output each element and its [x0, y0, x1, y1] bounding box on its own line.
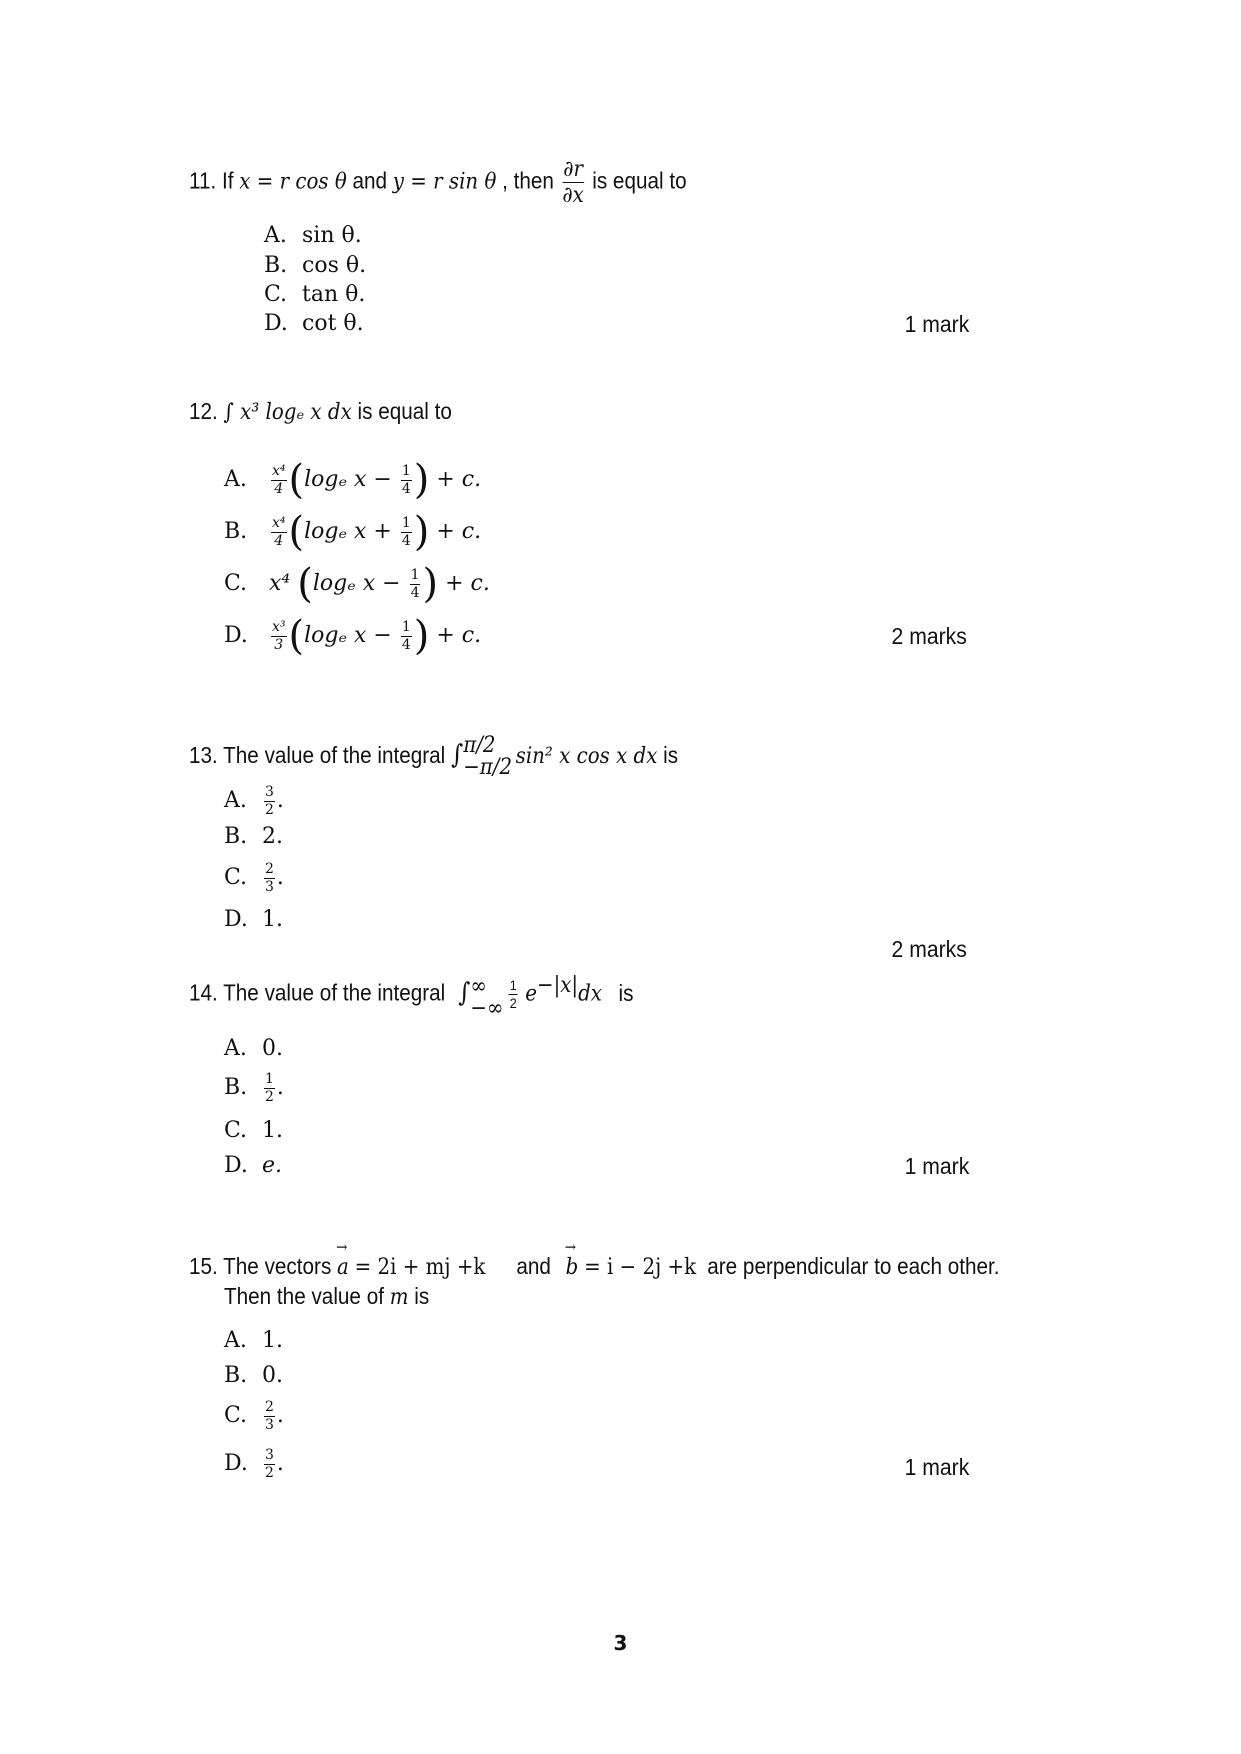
numerator: x⁴	[272, 462, 286, 479]
marks-13: 2 marks	[891, 936, 967, 962]
left-paren: (	[297, 561, 313, 607]
option-letter: D.	[264, 311, 288, 336]
question-11	[189, 158, 687, 207]
option-13d	[224, 909, 283, 931]
denominator: 4	[401, 532, 411, 549]
option-letter: C.	[224, 571, 248, 596]
coefficient-fraction	[509, 978, 518, 1010]
denominator: 4	[274, 480, 284, 497]
option-letter: A.	[224, 788, 247, 814]
numerator: 1	[401, 462, 411, 479]
right-paren: )	[413, 457, 430, 503]
upper-limit: π/2	[463, 733, 496, 758]
option-15b	[224, 1365, 283, 1387]
integral-limits	[463, 735, 512, 779]
option-tail: + c.	[436, 519, 482, 544]
question-tail: is equal to	[592, 167, 687, 194]
option-letter: A.	[224, 1328, 247, 1353]
option-14c	[224, 1120, 283, 1142]
question-13	[189, 735, 678, 779]
option-letter: D.	[224, 907, 248, 932]
page-number: 3	[613, 1631, 628, 1655]
question-15-text: 15. The vectors	[189, 1253, 332, 1279]
denominator: 2	[265, 1464, 274, 1481]
inner-expression: logₑ x −	[312, 571, 401, 596]
option-letter: C.	[264, 282, 288, 307]
option-fraction	[264, 1072, 275, 1104]
vector-b-definition: = i − 2j +k	[584, 1255, 697, 1280]
denominator: 2	[509, 995, 517, 1012]
question-tail: is	[663, 742, 679, 769]
option-11a	[264, 225, 362, 247]
integrand-base: e	[525, 981, 537, 1007]
option-letter: D.	[224, 1153, 248, 1178]
question-tail: is equal to	[357, 398, 452, 424]
question-11-number: 11. If	[189, 167, 234, 194]
vector-a-definition: = 2i + mj +k	[354, 1255, 486, 1280]
numerator: 1	[509, 977, 517, 994]
coefficient-fraction	[271, 464, 287, 496]
numerator: 2	[265, 1399, 274, 1415]
question-12	[189, 400, 452, 424]
inner-expression: logₑ x −	[304, 623, 392, 648]
numerator: x³	[272, 618, 286, 635]
option-13b	[224, 826, 283, 848]
denominator: 4	[401, 480, 411, 497]
option-text: 0.	[262, 1036, 283, 1061]
option-13a	[224, 785, 284, 817]
option-text: .	[276, 1075, 284, 1101]
conjunction: and	[352, 167, 388, 194]
numerator: 1	[410, 566, 420, 583]
denominator: 4	[410, 584, 420, 601]
option-text: 1.	[262, 1328, 283, 1353]
option-tail: + c.	[445, 571, 490, 596]
denominator: 2	[265, 801, 274, 818]
option-13c	[224, 862, 284, 894]
option-letter: C.	[224, 865, 248, 891]
option-letter: A.	[224, 467, 247, 492]
option-text: .	[276, 788, 284, 814]
question-tail: are perpendicular to each other.	[707, 1253, 1000, 1279]
numerator: 1	[401, 514, 411, 531]
left-paren: (	[288, 509, 305, 555]
option-text: 0.	[262, 1363, 283, 1388]
option-text: 2.	[262, 824, 283, 849]
inner-fraction	[401, 464, 412, 496]
question-14-text: 14. The value of the integral	[189, 979, 446, 1006]
option-15c	[224, 1400, 284, 1432]
option-15d	[224, 1448, 284, 1480]
coefficient-fraction	[271, 620, 287, 652]
option-text: e.	[262, 1153, 283, 1178]
numerator: 1	[401, 618, 411, 635]
conjunction: and	[516, 1253, 551, 1279]
denominator: 2	[265, 1088, 274, 1105]
line-text-end: is	[414, 1283, 430, 1309]
option-letter: B.	[224, 1363, 248, 1388]
option-11b	[264, 255, 366, 277]
option-fraction	[264, 785, 275, 817]
option-14d	[224, 1155, 282, 1177]
denominator: 4	[401, 636, 411, 653]
option-letter: B.	[264, 253, 288, 278]
inner-fraction	[401, 620, 412, 652]
option-text: .	[276, 1451, 284, 1477]
option-letter: D.	[224, 1451, 248, 1477]
equation-y: y = r sin θ	[392, 169, 497, 195]
question-15-line-2	[224, 1285, 429, 1309]
inner-expression: logₑ x +	[304, 519, 392, 544]
option-letter: B.	[224, 824, 248, 849]
question-13-text: 13. The value of the integral	[189, 742, 446, 769]
option-text: tan θ.	[302, 282, 366, 307]
denominator: 4	[274, 532, 284, 549]
denominator: 3	[265, 1416, 274, 1433]
option-letter: A.	[224, 1036, 247, 1061]
marks-14: 1 mark	[904, 1153, 969, 1179]
fraction-numerator: ∂r	[563, 157, 583, 182]
option-text: .	[276, 1403, 284, 1429]
equation-x: x = r cos θ	[239, 169, 347, 195]
vector-a: a →	[337, 1257, 349, 1279]
right-paren: )	[413, 613, 430, 659]
option-letter: D.	[224, 623, 248, 648]
option-tail: + c.	[436, 623, 482, 648]
option-text: cos θ.	[302, 253, 367, 278]
integrand: sin² x cos x dx	[515, 744, 658, 770]
vector-b: b →	[566, 1257, 579, 1279]
partial-fraction	[561, 158, 584, 207]
option-fraction	[264, 1400, 275, 1432]
option-11c	[264, 284, 365, 306]
option-15a	[224, 1330, 283, 1352]
option-fraction	[264, 862, 275, 894]
denominator: 3	[274, 636, 284, 653]
question-12-number: 12.	[189, 398, 218, 424]
inner-fraction	[401, 516, 412, 548]
line-text: Then the value of	[224, 1283, 384, 1309]
option-text: 1.	[262, 1118, 283, 1143]
coefficient: x⁴	[269, 571, 291, 596]
left-paren: (	[288, 613, 305, 659]
numerator: 1	[265, 1071, 274, 1087]
lower-limit: −∞	[470, 995, 504, 1021]
numerator: 2	[265, 861, 274, 877]
differential: dx	[578, 981, 602, 1007]
option-text: 1.	[262, 907, 283, 932]
lower-limit: −π/2	[463, 755, 513, 780]
option-text: sin θ.	[302, 223, 362, 248]
then-text: , then	[502, 167, 554, 194]
coefficient-fraction	[271, 516, 287, 548]
option-letter: C.	[224, 1403, 248, 1429]
integral-sign: ∫	[458, 977, 471, 1008]
marks-15: 1 mark	[904, 1454, 969, 1480]
numerator: 3	[265, 1447, 274, 1463]
marks-12: 2 marks	[891, 623, 967, 649]
numerator: 3	[265, 784, 274, 800]
denominator: 3	[265, 878, 274, 895]
question-14	[189, 973, 634, 1021]
inner-fraction	[410, 568, 421, 600]
upper-limit: ∞	[470, 973, 487, 999]
option-14b	[224, 1072, 284, 1104]
left-paren: (	[288, 457, 305, 503]
fraction-denominator: ∂x	[562, 183, 584, 209]
option-letter: C.	[224, 1118, 248, 1143]
option-letter: B.	[224, 1075, 248, 1101]
integrand-exponent: −|x|	[536, 973, 579, 998]
integral-expression: ∫ x³ logₑ x dx	[223, 400, 352, 425]
question-tail: is	[618, 979, 634, 1006]
question-15	[189, 1255, 1000, 1279]
option-12d	[224, 613, 482, 659]
option-12b	[224, 509, 482, 555]
option-14a	[224, 1038, 283, 1060]
variable-m: m	[389, 1285, 409, 1310]
option-tail: + c.	[436, 467, 482, 492]
inner-expression: logₑ x −	[304, 467, 392, 492]
right-paren: )	[413, 509, 430, 555]
option-11d	[264, 313, 364, 335]
option-letter: B.	[224, 519, 248, 544]
right-paren: )	[422, 561, 439, 607]
marks-11: 1 mark	[904, 311, 969, 337]
integral-limits	[470, 973, 504, 1021]
numerator: x⁴	[272, 514, 286, 531]
option-letter: A.	[264, 223, 287, 248]
option-12c	[224, 561, 490, 607]
option-fraction	[264, 1448, 275, 1480]
option-12a	[224, 457, 482, 503]
option-text: cot θ.	[302, 311, 364, 336]
option-text: .	[276, 865, 284, 891]
integral-sign: ∫	[450, 740, 464, 771]
